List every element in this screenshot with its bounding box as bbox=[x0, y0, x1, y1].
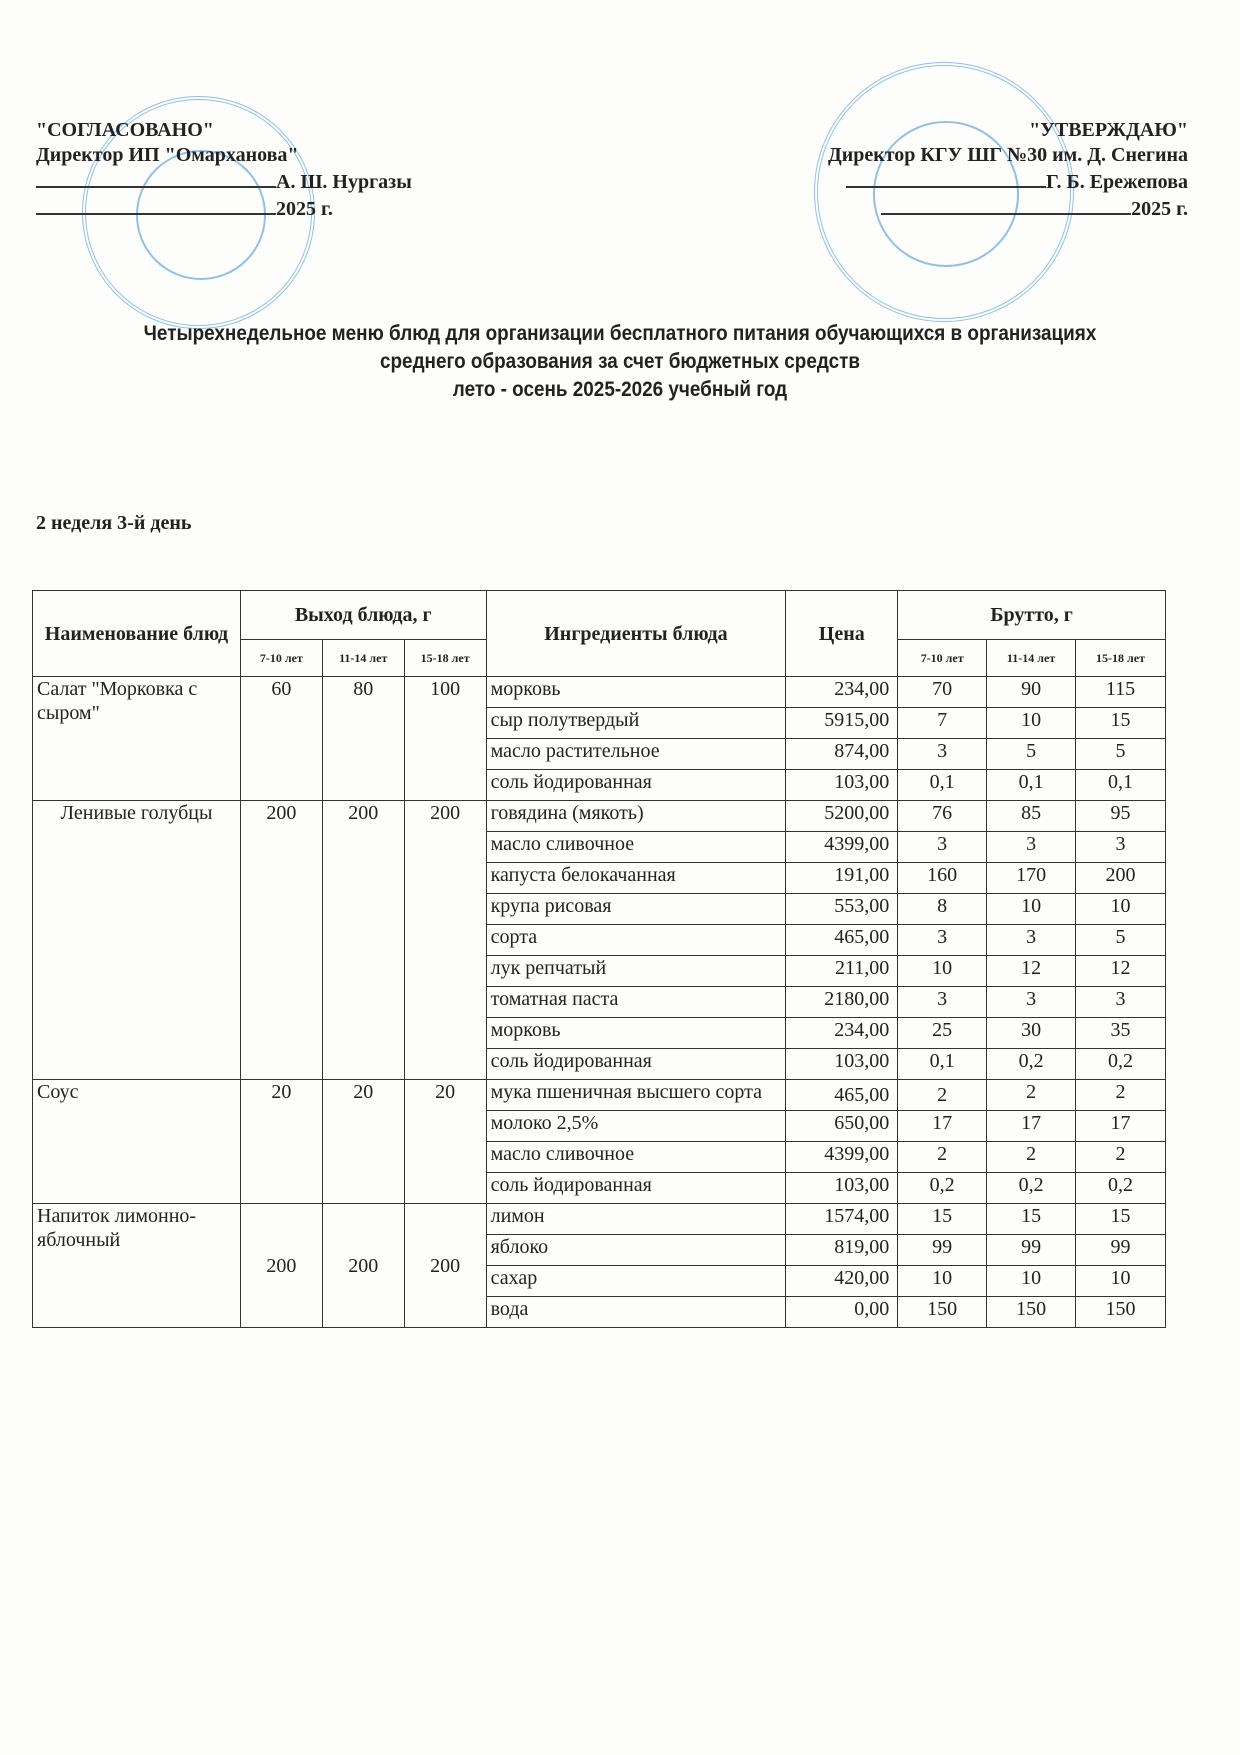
dish-name: Ленивые голубцы bbox=[33, 801, 241, 1080]
gross-value: 3 bbox=[1076, 987, 1166, 1018]
ingredient-name: морковь bbox=[486, 677, 786, 708]
gross-value: 150 bbox=[1076, 1297, 1166, 1328]
gross-value: 5 bbox=[1076, 925, 1166, 956]
approval-year: 2025 г. bbox=[276, 198, 333, 220]
ingredient-name: масло сливочное bbox=[486, 832, 786, 863]
gross-value: 99 bbox=[1076, 1235, 1166, 1266]
header-age: 11-14 лет bbox=[987, 640, 1076, 677]
gross-value: 95 bbox=[1076, 801, 1166, 832]
header-age: 15-18 лет bbox=[404, 640, 486, 677]
output-value: 200 bbox=[322, 801, 404, 1080]
gross-value: 3 bbox=[987, 925, 1076, 956]
ingredient-name: морковь bbox=[486, 1018, 786, 1049]
ingredient-price: 4399,00 bbox=[786, 1142, 898, 1173]
output-value: 20 bbox=[404, 1080, 486, 1204]
gross-value: 3 bbox=[987, 832, 1076, 863]
output-value: 200 bbox=[404, 1204, 486, 1328]
ingredient-name: лук репчатый bbox=[486, 956, 786, 987]
header-output: Выход блюда, г bbox=[240, 591, 486, 640]
header-dish: Наименование блюд bbox=[33, 591, 241, 677]
ingredient-name: лимон bbox=[486, 1204, 786, 1235]
gross-value: 170 bbox=[987, 863, 1076, 894]
title-line-3: лето - осень 2025-2026 учебный год bbox=[452, 378, 788, 401]
gross-value: 15 bbox=[1076, 1204, 1166, 1235]
gross-value: 0,2 bbox=[987, 1049, 1076, 1080]
ingredient-price: 191,00 bbox=[786, 863, 898, 894]
gross-value: 15 bbox=[1076, 708, 1166, 739]
gross-value: 2 bbox=[1076, 1142, 1166, 1173]
gross-value: 3 bbox=[898, 832, 987, 863]
approval-heading: "СОГЛАСОВАНО" bbox=[36, 119, 214, 141]
ingredient-price: 0,00 bbox=[786, 1297, 898, 1328]
output-value: 200 bbox=[404, 801, 486, 1080]
gross-value: 200 bbox=[1076, 863, 1166, 894]
gross-value: 25 bbox=[898, 1018, 987, 1049]
dish-name: Соус bbox=[33, 1080, 241, 1204]
gross-value: 160 bbox=[898, 863, 987, 894]
signature-line bbox=[36, 168, 276, 188]
gross-value: 3 bbox=[898, 987, 987, 1018]
ingredient-price: 465,00 bbox=[786, 925, 898, 956]
menu-table bbox=[32, 590, 1166, 1328]
header-age: 7-10 лет bbox=[898, 640, 987, 677]
date-line bbox=[36, 195, 276, 215]
ingredient-price: 103,00 bbox=[786, 770, 898, 801]
gross-value: 0,2 bbox=[1076, 1173, 1166, 1204]
output-value: 20 bbox=[322, 1080, 404, 1204]
gross-value: 0,1 bbox=[898, 1049, 987, 1080]
header-age: 7-10 лет bbox=[240, 640, 322, 677]
gross-value: 0,2 bbox=[898, 1173, 987, 1204]
gross-value: 10 bbox=[898, 956, 987, 987]
ingredient-price: 234,00 bbox=[786, 677, 898, 708]
gross-value: 0,1 bbox=[898, 770, 987, 801]
table-row bbox=[33, 801, 1166, 832]
ingredient-price: 234,00 bbox=[786, 1018, 898, 1049]
gross-value: 10 bbox=[987, 1266, 1076, 1297]
gross-value: 5 bbox=[987, 739, 1076, 770]
gross-value: 12 bbox=[1076, 956, 1166, 987]
approval-heading: "УТВЕРЖДАЮ" bbox=[1029, 119, 1188, 141]
gross-value: 8 bbox=[898, 894, 987, 925]
ingredient-name: соль йодированная bbox=[486, 1173, 786, 1204]
ingredient-name: мука пшеничная высшего сорта bbox=[486, 1080, 786, 1111]
approval-position: Директор ИП "Омарханова" bbox=[36, 144, 299, 166]
gross-value: 3 bbox=[898, 925, 987, 956]
approval-year: 2025 г. bbox=[1131, 198, 1188, 220]
output-value: 200 bbox=[240, 801, 322, 1080]
gross-value: 35 bbox=[1076, 1018, 1166, 1049]
gross-value: 3 bbox=[987, 987, 1076, 1018]
gross-value: 70 bbox=[898, 677, 987, 708]
dish-name: Напиток лимонно-яблочный bbox=[33, 1204, 241, 1328]
ingredient-price: 5200,00 bbox=[786, 801, 898, 832]
approval-name: А. Ш. Нургазы bbox=[276, 171, 412, 193]
ingredient-price: 819,00 bbox=[786, 1235, 898, 1266]
ingredient-name: вода bbox=[486, 1297, 786, 1328]
ingredient-price: 874,00 bbox=[786, 739, 898, 770]
ingredient-name: сахар bbox=[486, 1266, 786, 1297]
gross-value: 76 bbox=[898, 801, 987, 832]
dish-name: Салат "Морковка с сыром" bbox=[33, 677, 241, 801]
ingredient-price: 650,00 bbox=[786, 1111, 898, 1142]
gross-value: 2 bbox=[898, 1142, 987, 1173]
ingredient-price: 465,00 bbox=[786, 1080, 898, 1111]
ingredient-name: масло растительное bbox=[486, 739, 786, 770]
output-value: 200 bbox=[322, 1204, 404, 1328]
approval-agreed-block bbox=[36, 118, 456, 222]
ingredient-name: яблоко bbox=[486, 1235, 786, 1266]
gross-value: 0,1 bbox=[1076, 770, 1166, 801]
gross-value: 17 bbox=[987, 1111, 1076, 1142]
gross-value: 150 bbox=[898, 1297, 987, 1328]
gross-value: 15 bbox=[987, 1204, 1076, 1235]
output-value: 80 bbox=[322, 677, 404, 801]
ingredient-name: томатная паста bbox=[486, 987, 786, 1018]
gross-value: 10 bbox=[987, 708, 1076, 739]
table-row bbox=[33, 1080, 1166, 1111]
gross-value: 115 bbox=[1076, 677, 1166, 708]
ingredient-price: 103,00 bbox=[786, 1049, 898, 1080]
gross-value: 85 bbox=[987, 801, 1076, 832]
gross-value: 12 bbox=[987, 956, 1076, 987]
document-title bbox=[80, 320, 1160, 404]
header-age: 11-14 лет bbox=[322, 640, 404, 677]
gross-value: 10 bbox=[898, 1266, 987, 1297]
approval-approved-block bbox=[668, 118, 1188, 222]
ingredient-name: сыр полутвердый bbox=[486, 708, 786, 739]
ingredient-price: 2180,00 bbox=[786, 987, 898, 1018]
table-row bbox=[33, 677, 1166, 708]
gross-value: 2 bbox=[1076, 1080, 1166, 1111]
gross-value: 0,2 bbox=[1076, 1049, 1166, 1080]
approval-name: Г. Б. Ережепова bbox=[1046, 171, 1188, 193]
ingredient-price: 211,00 bbox=[786, 956, 898, 987]
gross-value: 30 bbox=[987, 1018, 1076, 1049]
output-value: 20 bbox=[240, 1080, 322, 1204]
header-price: Цена bbox=[786, 591, 898, 677]
gross-value: 5 bbox=[1076, 739, 1166, 770]
gross-value: 3 bbox=[1076, 832, 1166, 863]
title-line-1: Четырехнедельное меню блюд для организации бесплатного питания обучающихся в организациях bbox=[143, 322, 1097, 345]
header-age: 15-18 лет bbox=[1076, 640, 1166, 677]
ingredient-price: 103,00 bbox=[786, 1173, 898, 1204]
output-value: 200 bbox=[240, 1204, 322, 1328]
gross-value: 2 bbox=[898, 1080, 987, 1111]
output-value: 100 bbox=[404, 677, 486, 801]
table-row bbox=[33, 1204, 1166, 1235]
gross-value: 0,1 bbox=[987, 770, 1076, 801]
date-line bbox=[881, 195, 1131, 215]
gross-value: 90 bbox=[987, 677, 1076, 708]
gross-value: 10 bbox=[987, 894, 1076, 925]
gross-value: 15 bbox=[898, 1204, 987, 1235]
ingredient-name: соль йодированная bbox=[486, 770, 786, 801]
ingredient-price: 1574,00 bbox=[786, 1204, 898, 1235]
ingredient-price: 553,00 bbox=[786, 894, 898, 925]
ingredient-name: крупа рисовая bbox=[486, 894, 786, 925]
ingredient-name: масло сливочное bbox=[486, 1142, 786, 1173]
gross-value: 3 bbox=[898, 739, 987, 770]
gross-value: 10 bbox=[1076, 894, 1166, 925]
gross-value: 2 bbox=[987, 1080, 1076, 1111]
header-gross: Брутто, г bbox=[898, 591, 1166, 640]
gross-value: 10 bbox=[1076, 1266, 1166, 1297]
gross-value: 7 bbox=[898, 708, 987, 739]
gross-value: 17 bbox=[1076, 1111, 1166, 1142]
gross-value: 150 bbox=[987, 1297, 1076, 1328]
gross-value: 0,2 bbox=[987, 1173, 1076, 1204]
ingredient-name: молоко 2,5% bbox=[486, 1111, 786, 1142]
title-line-2: среднего образования за счет бюджетных средств bbox=[379, 350, 861, 373]
ingredient-price: 5915,00 bbox=[786, 708, 898, 739]
gross-value: 17 bbox=[898, 1111, 987, 1142]
ingredient-price: 4399,00 bbox=[786, 832, 898, 863]
ingredient-name: сорта bbox=[486, 925, 786, 956]
ingredient-price: 420,00 bbox=[786, 1266, 898, 1297]
gross-value: 2 bbox=[987, 1142, 1076, 1173]
gross-value: 99 bbox=[987, 1235, 1076, 1266]
ingredient-name: капуста белокачанная bbox=[486, 863, 786, 894]
signature-line bbox=[846, 168, 1046, 188]
ingredient-name: соль йодированная bbox=[486, 1049, 786, 1080]
approval-position: Директор КГУ ШГ №30 им. Д. Снегина bbox=[827, 144, 1188, 166]
output-value: 60 bbox=[240, 677, 322, 801]
ingredient-name: говядина (мякоть) bbox=[486, 801, 786, 832]
day-label: 2 неделя 3-й день bbox=[36, 512, 192, 534]
gross-value: 99 bbox=[898, 1235, 987, 1266]
header-ingredients: Ингредиенты блюда bbox=[486, 591, 786, 677]
